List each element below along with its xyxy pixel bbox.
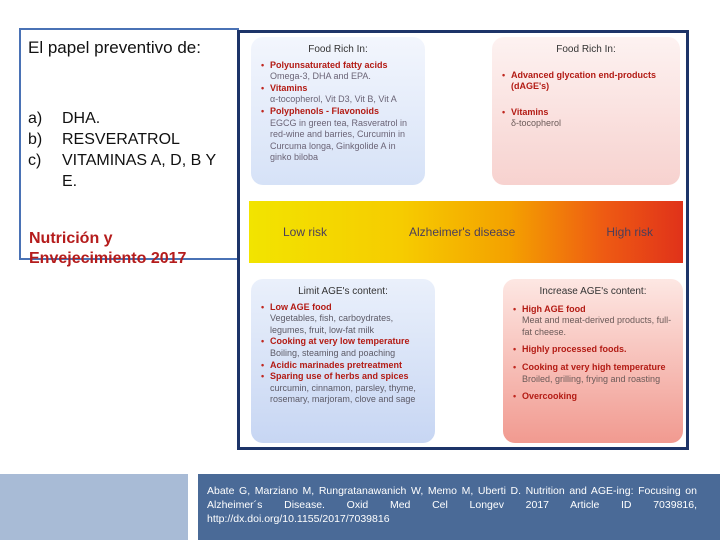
list-item [261,83,417,106]
list-item [261,360,427,372]
option-list [28,108,233,192]
item-title: • Highly processed foods. [522,344,627,355]
item-desc: α-tocopherol, Vit D3, Vit B, Vit A [270,94,397,105]
high-risk-label: High risk [606,225,653,239]
item-desc: EGCG in green tea, Rasveratrol in red-wine and barries, Curcumin in Curcuma longa, Ginkgolide A in ginko biloba [270,117,408,163]
disease-label: Alzheimer's disease [409,225,516,239]
item-title: • Vitamins [511,106,549,117]
low-risk-foods-panel [251,37,425,185]
increase-age-panel [503,279,683,443]
item-desc: curcumin, cinnamon, parsley, thyme, rosemary, marjoram, clove and sage [270,382,416,405]
option-item [28,150,233,192]
list-item [261,302,427,337]
item-title: • Low AGE food [270,301,332,312]
citation-text: Abate G, Marziano M, Rungratanawanich W, Memo M, Uberti D. Nutrition and AGE-ing: Focusing on Alzheimer´s Disease. Oxid Med Cel Longev 2017 Article ID 7039816, http://dx.doi.org/10.1155/2017/7039816 [207,485,697,525]
panel-heading: Food Rich In: [308,44,368,55]
option-item [28,108,233,129]
limit-age-panel [251,279,435,443]
list-item [513,344,675,356]
item-title: • Acidic marinades pretreatment [270,359,403,370]
option-item [28,129,233,150]
high-risk-foods-panel [492,37,680,185]
footer-band-left [0,474,188,540]
low-risk-label: Low risk [283,225,328,239]
option-letter: c) [28,152,42,169]
panel-heading: Increase AGE's content: [539,286,647,297]
risk-gradient-bar [249,201,683,263]
list-item [261,371,427,406]
item-title: • Advanced glycation end-products (dAGE's) [511,69,657,92]
list-item [261,106,417,164]
item-desc: Omega-3, DHA and EPA. [270,71,371,82]
list-item [261,60,417,83]
item-desc: Vegetables, fish, carboydrates, legumes, fruit, low-fat milk [270,313,394,335]
source-caption: Nutrición y Envejecimiento 2017 [29,230,187,267]
item-title: • Polyunsaturated fatty acids [270,59,388,70]
list-item [513,362,675,385]
option-text: DHA. [62,110,101,127]
option-text: RESVERATROL [62,131,180,148]
option-letter: a) [28,110,43,127]
item-title: • Cooking at very high temperature [522,361,666,372]
panel-heading: Food Rich In: [556,44,616,55]
option-letter: b) [28,131,43,148]
item-title: • Polyphenols - Flavonoids [270,105,380,116]
item-title: • Vitamins [270,82,308,93]
list-item [261,336,427,359]
item-title: • High AGE food [522,303,586,314]
list-item [502,70,672,93]
item-desc: Boiling, steaming and poaching [270,347,396,358]
list-item [513,391,675,403]
item-title: • Overcooking [522,391,578,402]
item-desc: Broiled, grilling, frying and roasting [522,373,661,384]
option-text: VITAMINAS A, D, B Y E. [62,152,216,190]
slide-title: El papel preventivo de: [28,38,201,57]
alzheimer-nutrition-figure [237,30,689,450]
list-item [502,107,672,130]
panel-heading: Limit AGE's content: [298,286,388,297]
list-item [513,304,675,339]
item-desc: Meat and meat-derived products, full-fat cheese. [522,315,672,337]
item-desc: δ-tocopherol [511,118,562,129]
item-title: • Cooking at very low temperature [270,336,410,347]
item-title: • Sparing use of herbs and spices [270,371,409,382]
